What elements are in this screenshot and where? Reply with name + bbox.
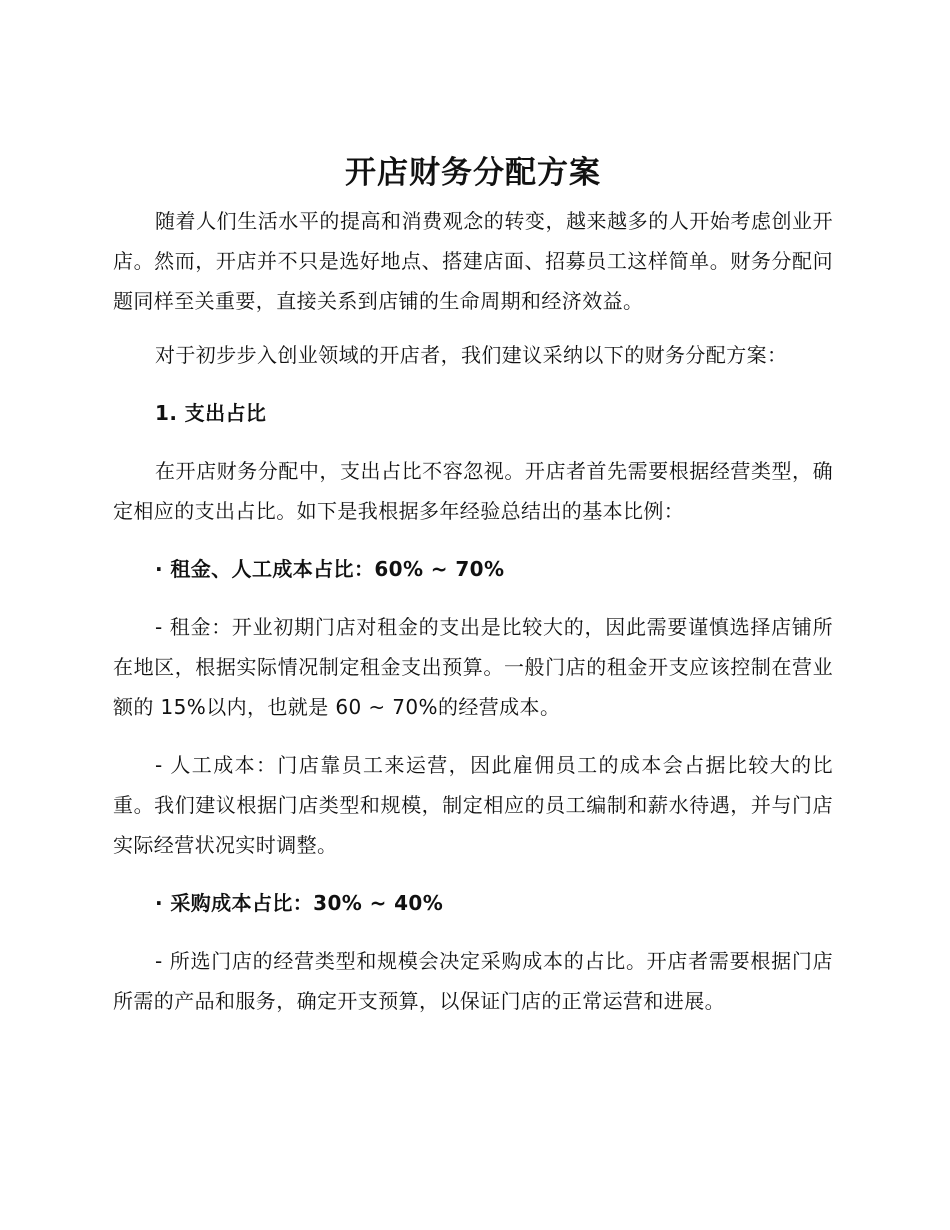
labor-cost-paragraph: - 人工成本：门店靠员工来运营，因此雇佣员工的成本会占据比较大的比重。我们建议根据门店类型和规模，制定相应的员工编制和薪水待遇，并与门店实际经营状况实时调整。 xyxy=(113,753,833,857)
recommendation-paragraph: 对于初步步入创业领域的开店者，我们建议采纳以下的财务分配方案： xyxy=(155,343,788,367)
document-body xyxy=(113,147,833,1039)
document-title: 开店财务分配方案 xyxy=(345,155,601,191)
intro-paragraph: 随着人们生活水平的提高和消费观念的转变，越来越多的人开始考虑创业开店。然而，开店并不只是选好地点、搭建店面、招募员工这样简单。财务分配问题同样至关重要，直接关系到店铺的生命周期和经济效益。 xyxy=(113,209,833,313)
subheading-purchase-cost: · 采购成本占比：30% ~ 40% xyxy=(155,891,444,915)
subheading-rent-labor: · 租金、人工成本占比：60% ~ 70% xyxy=(155,557,505,581)
section-heading-expense-ratio: 1. 支出占比 xyxy=(155,401,267,425)
rent-paragraph: - 租金：开业初期门店对租金的支出是比较大的，因此需要谨慎选择店铺所在地区，根据实际情况制定租金支出预算。一般门店的租金开支应该控制在营业额的 15%以内，也就是 60 ~ 70%的经营成本。 xyxy=(113,615,833,719)
expense-ratio-paragraph: 在开店财务分配中，支出占比不容忽视。开店者首先需要根据经营类型，确定相应的支出占比。如下是我根据多年经验总结出的基本比例： xyxy=(113,459,833,523)
purchase-cost-paragraph: - 所选门店的经营类型和规模会决定采购成本的占比。开店者需要根据门店所需的产品和服务，确定开支预算，以保证门店的正常运营和进展。 xyxy=(113,949,833,1013)
